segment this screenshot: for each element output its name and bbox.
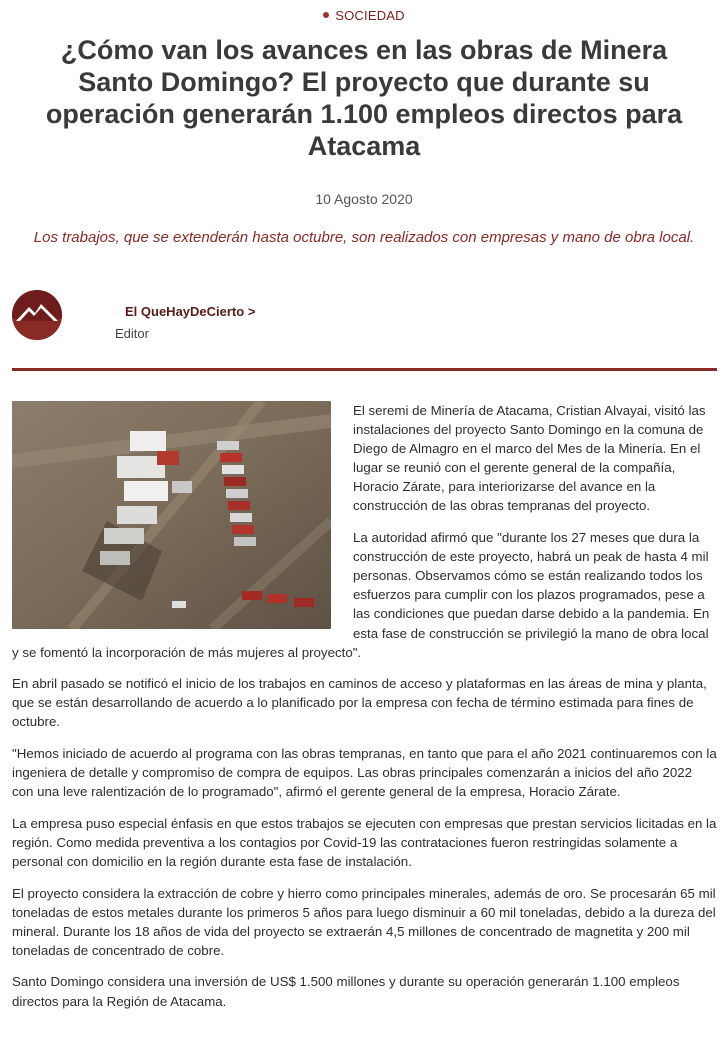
article-lead: Los trabajos, que se extenderán hasta octubre, son realizados con empresas y mano de obra local.: [33, 229, 695, 246]
article-paragraph-5: La empresa puso especial énfasis en que estos trabajos se ejecuten con empresas que prestan servicios licitadas en la región. Como medida preventiva a los contagios por Covid-19 las contrataciones fueron restringidas solamente a personal con domicilio en la región durante esta fase de instalación.: [12, 815, 717, 869]
section-divider: [12, 368, 717, 371]
publish-date: 10 Agosto 2020: [315, 191, 413, 207]
author-name-link[interactable]: El QueHayDeCierto >: [125, 304, 256, 319]
article-paragraph-2: La autoridad afirmó que "durante los 27 meses que dura la construcción de este proyecto, habrá un peak de hasta 4 mil personas. Observamos cómo se están realizando todos los esfuerzos para cumplir con los plazos programados, pese a las condiciones que puedan darse debido a la pandemia. En esta fase de construcción se privilegió la mano de obra local y se fomentó la incorporación de más mujeres al proyecto".: [12, 530, 710, 660]
aerial-construction-photo: [12, 401, 331, 629]
dot-icon: [323, 12, 329, 18]
article-paragraph-3: En abril pasado se notificó el inicio de los trabajos en caminos de acceso y plataformas en las áreas de mina y planta, que se están desarrollando de acuerdo a lo planificado por la empresa con fecha de término estimada para fines de octubre.: [12, 676, 707, 730]
article-paragraph-4: "Hemos iniciado de acuerdo al programa con las obras tempranas, en tanto que para el año 2021 continuaremos con la ingeniera de detalle y compromiso de compra de equipos. Las obras principales comenzarán a inicios del año 2022 con una leve ralentización de lo programado", afirmó el gerente general de la empresa, Horacio Zárate.: [12, 746, 717, 800]
article-paragraph-6: El proyecto considera la extracción de cobre y hierro como principales minerales, además de oro. Se procesarán 65 mil toneladas de estos metales durante los primeros 5 años para luego disminuir a 60 mil toneladas, debido a la dureza del mineral. Durante los 18 años de vida del proyecto se extraerán 4,5 millones de concentrado de magnetita y 200 mil toneladas de concentrado de cobre.: [12, 885, 716, 958]
article-body: [12, 401, 717, 1023]
author-role: Editor: [115, 326, 149, 341]
article-photo: [12, 401, 331, 629]
category-label[interactable]: [0, 8, 728, 23]
article-paragraph-7: Santo Domingo considera una inversión de US$ 1.500 millones y durante su operación generarán 1.100 empleos directos para la Región de Atacama.: [12, 974, 680, 1009]
author-avatar[interactable]: [12, 290, 62, 340]
mountain-logo-icon: [12, 290, 62, 340]
category-text[interactable]: SOCIEDAD: [335, 8, 405, 23]
article-paragraph-1: El seremi de Minería de Atacama, Cristian Alvayai, visitó las instalaciones del proyecto Santo Domingo en la comuna de Diego de Almagro en el marco del Mes de la Minería. En el lugar se reunió con el gerente general de la compañía, Horacio Zárate, para interiorizarse del avance en la construcción de las obras tempranas del proyecto.: [353, 403, 706, 514]
article-headline: ¿Cómo van los avances en las obras de Minera Santo Domingo? El proyecto que durante su operación generarán 1.100 empleos directos para Atacama: [45, 35, 683, 161]
